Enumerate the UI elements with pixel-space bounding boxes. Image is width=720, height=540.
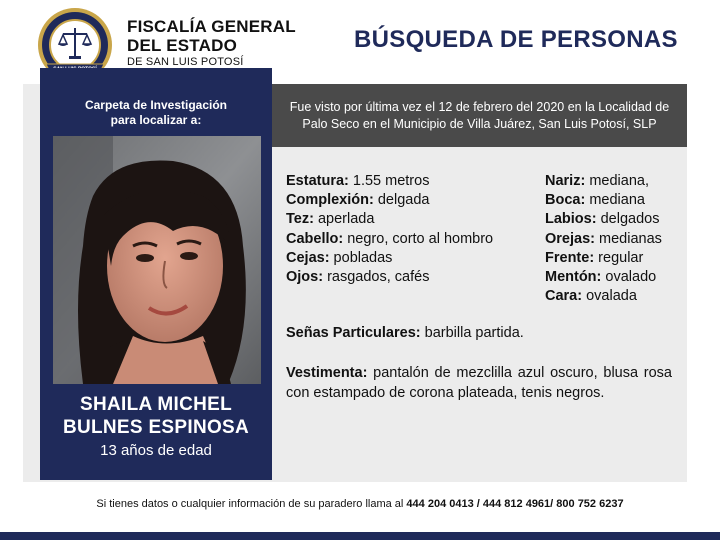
distinguishing-marks-value: barbilla partida. <box>420 325 524 341</box>
trait-row: Mentón: ovalado <box>545 269 657 286</box>
trait-row: Boca: mediana <box>545 192 645 209</box>
contact-text: Si tienes datos o cualquier información de su paradero llama al <box>96 498 407 510</box>
person-name-line1: SHAILA MICHEL <box>79 394 233 415</box>
org-name <box>127 18 296 68</box>
contact-footer <box>0 498 720 510</box>
distinguishing-marks-label: Señas Particulares: <box>286 325 421 341</box>
last-seen-line2: Palo Seco en el Municipio de Villa Juárez, San Luis Potosí, SLP <box>302 116 657 131</box>
org-name-line2: DEL ESTADO <box>127 36 237 55</box>
contact-phones: 444 204 0413 / 444 812 4961/ 800 752 6237 <box>406 498 624 510</box>
trait-row: Tez: aperlada <box>286 211 375 228</box>
bottom-bar <box>0 532 720 540</box>
org-name-line1: FISCALÍA GENERAL <box>127 17 296 36</box>
trait-row: Orejas: medianas <box>545 230 662 247</box>
trait-row: Estatura: 1.55 metros <box>286 173 430 189</box>
carpeta-label <box>40 98 272 128</box>
person-name-line2: BULNES ESPINOSA <box>62 417 250 438</box>
clothing-description <box>286 364 672 403</box>
trait-row: Cara: ovalada <box>545 288 637 305</box>
distinguishing-marks <box>286 325 524 341</box>
page-title: BÚSQUEDA DE PERSONAS <box>354 26 678 53</box>
carpeta-line1: Carpeta de Investigación <box>84 98 228 112</box>
trait-row: Frente: regular <box>545 249 644 266</box>
trait-row: Cabello: negro, corto al hombro <box>286 230 494 247</box>
carpeta-line2: para localizar a: <box>110 113 202 127</box>
trait-row: Labios: delgados <box>545 211 660 228</box>
org-name-line3: DE SAN LUIS POTOSÍ <box>127 56 244 68</box>
clothing-label: Vestimenta: <box>286 365 368 381</box>
trait-row: Cejas: pobladas <box>286 249 393 266</box>
person-photo <box>53 136 261 384</box>
trait-row: Nariz: mediana, <box>545 173 649 189</box>
person-age: 13 años de edad <box>100 442 212 459</box>
traits-column-left <box>286 172 493 287</box>
trait-row: Complexión: delgada <box>286 192 430 209</box>
clothing-value: pantalón de mezclilla azul oscuro, blusa rosa con estampado de corona plateada, tenis negros. <box>286 365 672 401</box>
last-seen-line1: Fue visto por última vez el 12 de febrero del 2020 en la Localidad de <box>289 99 670 114</box>
missing-person-panel <box>40 68 272 480</box>
traits-column-right <box>545 172 662 306</box>
last-seen-banner <box>272 84 687 147</box>
person-name <box>40 393 272 439</box>
trait-row: Ojos: rasgados, cafés <box>286 269 430 286</box>
